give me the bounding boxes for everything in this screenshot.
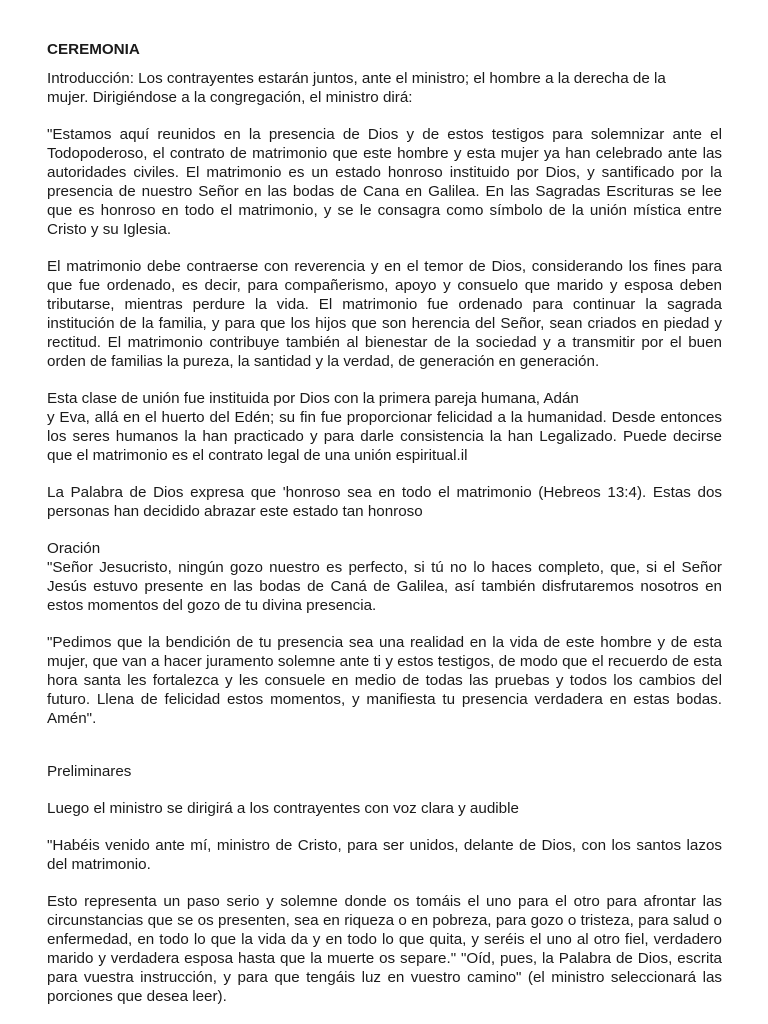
- oracion-section: [47, 539, 722, 615]
- document-page: [47, 40, 722, 1006]
- intro-line-1: Introducción: Los contrayentes estarán juntos, ante el ministro; el hombre a la derecha de la: [47, 70, 666, 87]
- oracion-heading: Oración: [47, 540, 101, 557]
- document-title: CEREMONIA: [47, 41, 140, 58]
- preliminares-paragraph-3: Esto representa un paso serio y solemne donde os tomáis el uno para el otro para afrontar las circunstancias que se os presenten, sea en riqueza o en pobreza, para gozo o tristeza, para salud o enfermedad, en todo lo que la vida da y en todo lo que quita, y seréis el uno al otro fiel, verdadero marido y verdadera esposa hasta que la muerte os separe." "Oíd, pues, la Palabra de Dios, escrita para vuestra instrucción, y para que tengáis luz en vuestro camino" (el ministro seleccionará las porciones que desea leer).: [47, 893, 722, 1005]
- preliminares-heading: Preliminares: [47, 763, 132, 780]
- paragraph-matrimonio-reverencia: El matrimonio debe contraerse con reverencia y en el temor de Dios, considerando los fines para que fue ordenado, es decir, para compañerismo, apoyo y consuelo que marido y esposa deben tributarse, mientras perdure la vida. El matrimonio fue ordenado para continuar la sagrada institución de la familia, y para que los hijos que son herencia del Señor, sean criados en piedad y rectitud. El matrimonio contribuye también al bienestar de la sociedad y a transmitir por el buen orden de familias la pureza, la santidad y la verdad, de generación en generación.: [47, 258, 722, 370]
- paragraph-clase-de-union: [47, 389, 722, 465]
- paragraph-estamos-reunidos: "Estamos aquí reunidos en la presencia de Dios y de estos testigos para solemnizar ante el Todopoderoso, el contrato de matrimonio que este hombre y esta mujer ya han celebrado ante las autoridades civiles. El matrimonio es un estado honroso instituido por Dios, y santificado por la presencia de nuestro Señor en las bodas de Cana en Galilea. En las Sagradas Escrituras se lee que es honroso en todo el matrimonio, y se le consagra como símbolo de la unión mística entre Cristo y su Iglesia.: [47, 126, 722, 238]
- oracion-paragraph-1: "Señor Jesucristo, ningún gozo nuestro es perfecto, si tú no lo haces completo, que, si el Señor Jesús estuvo presente en las bodas de Caná de Galilea, así también disfrutaremos nosotros en estos momentos del gozo de tu divina presencia.: [47, 559, 722, 614]
- preliminares-paragraph-2: "Habéis venido ante mí, ministro de Cristo, para ser unidos, delante de Dios, con los santos lazos del matrimonio.: [47, 837, 722, 873]
- paragraph-clase-de-union-line-1: Esta clase de unión fue instituida por Dios con la primera pareja humana, Adán: [47, 390, 579, 407]
- preliminares-paragraph-1: Luego el ministro se dirigirá a los contrayentes con voz clara y audible: [47, 800, 519, 817]
- oracion-paragraph-2: "Pedimos que la bendición de tu presencia sea una realidad en la vida de este hombre y de esta mujer, que van a hacer juramento solemne ante ti y estos testigos, de modo que el recuerdo de esta hora santa les fortalezca y les consuele en medio de todas las pruebas y todos los cambios del futuro. Llena de felicidad estos momentos, y manifiesta tu presencia verdadera en estas bodas. Amén".: [47, 634, 722, 727]
- intro-paragraph: [47, 69, 722, 107]
- paragraph-palabra-de-dios: La Palabra de Dios expresa que 'honroso sea en todo el matrimonio (Hebreos 13:4). Estas dos personas han decidido abrazar este estado tan honroso: [47, 484, 722, 520]
- paragraph-clase-de-union-rest: y Eva, allá en el huerto del Edén; su fin fue proporcionar felicidad a la humanidad. Desde entonces los seres humanos la han practicado y para darle consistencia la han Legalizado. Puede decirse que el matrimonio es el contrato legal de una unión espiritual.il: [47, 409, 722, 464]
- intro-line-2: mujer. Dirigiéndose a la congregación, el ministro dirá:: [47, 89, 413, 106]
